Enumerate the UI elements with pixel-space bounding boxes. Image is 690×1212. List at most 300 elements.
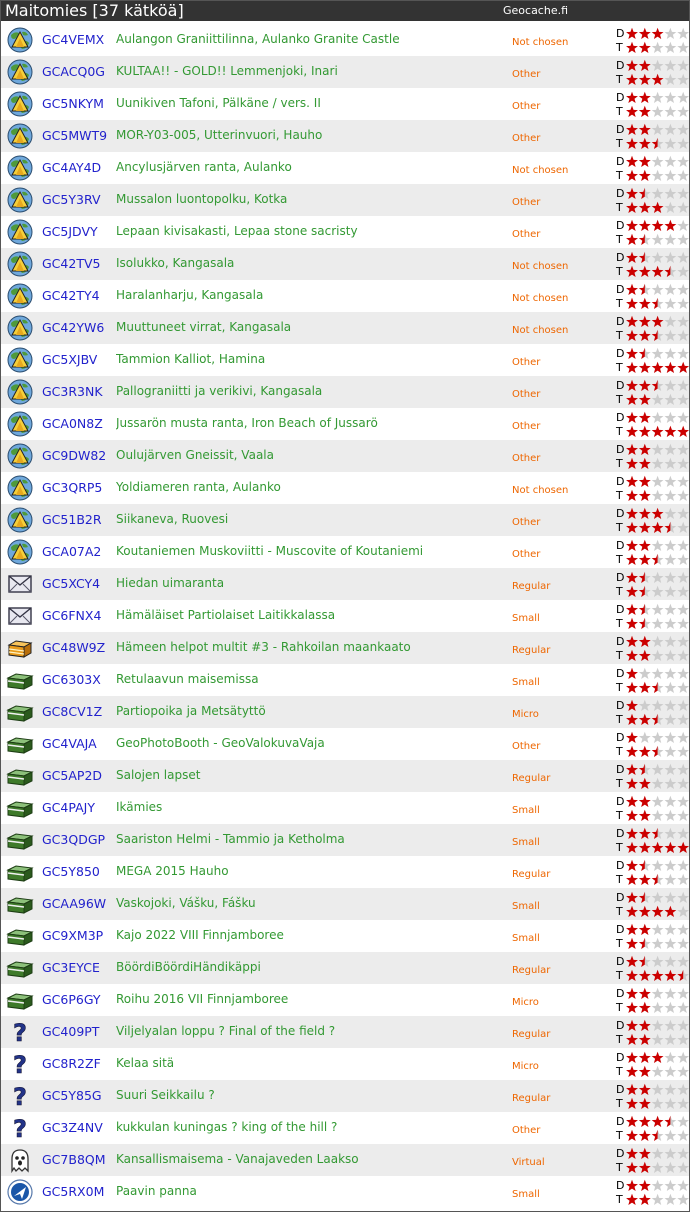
star-filled: [652, 970, 664, 981]
cache-name-link[interactable]: Ancylusjärven ranta, Aulanko: [116, 160, 292, 174]
cache-code-link[interactable]: GCA0N8Z: [42, 416, 103, 431]
cache-row[interactable]: [1, 568, 689, 600]
star-empty: [652, 1098, 664, 1109]
terrain-label: T: [616, 1129, 623, 1142]
star-empty: [665, 234, 677, 245]
cache-row[interactable]: [1, 920, 689, 952]
star-filled: [626, 1002, 638, 1013]
earthcache-icon: [6, 411, 34, 437]
star-filled: [639, 170, 651, 181]
terrain-stars: [626, 1001, 690, 1014]
star-filled: [626, 394, 638, 405]
terrain-rating: [616, 489, 690, 502]
cache-code-link[interactable]: GC5Y3RV: [42, 192, 101, 207]
cache-row[interactable]: [1, 152, 689, 184]
terrain-stars: [626, 1161, 690, 1174]
cache-row[interactable]: [1, 952, 689, 984]
star-empty: [665, 892, 677, 903]
difficulty-rating: [616, 155, 690, 168]
traditional-cache-icon: [6, 731, 34, 757]
terrain-label: T: [616, 137, 623, 150]
cache-size: Small: [512, 933, 540, 944]
star-empty: [677, 42, 689, 53]
star-empty: [677, 1162, 689, 1173]
cache-code-link[interactable]: GC42TY4: [42, 288, 100, 303]
star-filled: [639, 682, 651, 693]
cache-row[interactable]: [1, 728, 689, 760]
cache-name-link[interactable]: Saariston Helmi - Tammio ja Ketholma: [116, 832, 345, 846]
star-filled: [639, 1020, 651, 1031]
cache-code-link[interactable]: GC3QRP5: [42, 480, 103, 495]
difficulty-label: D: [616, 731, 625, 744]
star-filled: [639, 1148, 651, 1159]
star-empty: [652, 1194, 664, 1205]
star-empty: [677, 1116, 689, 1127]
cache-row[interactable]: [1, 24, 689, 56]
cache-row[interactable]: [1, 1176, 689, 1208]
star-empty: [665, 330, 677, 341]
star-empty: [677, 554, 689, 565]
cache-code-link[interactable]: GC51B2R: [42, 512, 102, 527]
star-empty: [665, 586, 677, 597]
cache-size: Small: [512, 901, 540, 912]
star-empty: [665, 956, 677, 967]
difficulty-rating: [616, 731, 690, 744]
star-filled: [626, 348, 638, 359]
star-filled: [626, 266, 638, 277]
cache-code-link[interactable]: GCA07A2: [42, 544, 102, 559]
star-filled: [639, 1066, 651, 1077]
difficulty-label: D: [616, 1115, 625, 1128]
star-filled: [639, 458, 651, 469]
cache-row[interactable]: [1, 1144, 689, 1176]
traditional-cache-icon: [6, 667, 34, 693]
star-filled: [639, 746, 651, 757]
cache-name-link[interactable]: Hämeen helpot multit #3 - Rahkoilan maankaato: [116, 640, 411, 654]
cache-row[interactable]: [1, 824, 689, 856]
difficulty-rating: [616, 1179, 690, 1192]
difficulty-rating: [616, 507, 690, 520]
cache-name-link[interactable]: Haralanharju, Kangasala: [116, 288, 264, 302]
cache-row[interactable]: [1, 216, 689, 248]
star-filled: [626, 1194, 638, 1205]
svg-text:?: ?: [13, 1115, 27, 1141]
terrain-rating: [616, 1033, 690, 1046]
star-empty: [677, 572, 689, 583]
star-empty: [677, 234, 689, 245]
cache-name-link[interactable]: MOR-Y03-005, Utterinvuori, Hauho: [116, 128, 323, 142]
star-empty: [665, 1020, 677, 1031]
cache-code-link[interactable]: GC4VAJA: [42, 736, 97, 751]
star-filled: [639, 810, 651, 821]
star-empty: [677, 298, 689, 309]
star-empty: [652, 778, 664, 789]
difficulty-stars: [626, 827, 690, 840]
star-empty: [677, 522, 689, 533]
star-empty: [677, 458, 689, 469]
star-empty: [677, 138, 689, 149]
cache-code-link[interactable]: GC3Z4NV: [42, 1120, 103, 1135]
star-empty: [652, 618, 664, 629]
star-empty: [677, 156, 689, 167]
star-empty: [677, 874, 689, 885]
star-empty: [652, 476, 664, 487]
cache-name-link[interactable]: Oulujärven Gneissit, Vaala: [116, 448, 274, 462]
star-empty: [665, 252, 677, 263]
star-empty: [677, 202, 689, 213]
cache-name-link[interactable]: Isolukko, Kangasala: [116, 256, 235, 270]
terrain-rating: [616, 905, 690, 918]
difficulty-stars: [626, 347, 690, 360]
cache-row[interactable]: [1, 120, 689, 152]
cache-row[interactable]: [1, 984, 689, 1016]
cache-code-link[interactable]: GC6FNX4: [42, 608, 102, 623]
difficulty-label: D: [616, 251, 625, 264]
cache-code-link[interactable]: GC42TV5: [42, 256, 101, 271]
mystery-cache-icon: [6, 1115, 34, 1141]
cache-size: Regular: [512, 1029, 551, 1040]
cache-row[interactable]: [1, 856, 689, 888]
cache-name-link[interactable]: Suuri Seikkailu ?: [116, 1088, 215, 1102]
cache-name-link[interactable]: Hiedan uimaranta: [116, 576, 225, 590]
terrain-stars: [626, 521, 690, 534]
terrain-stars: [626, 489, 690, 502]
cache-row[interactable]: [1, 88, 689, 120]
terrain-stars: [626, 873, 690, 886]
terrain-label: T: [616, 937, 623, 950]
cache-name-link[interactable]: Jussarön musta ranta, Iron Beach of Jussarö: [116, 416, 378, 430]
cache-row[interactable]: [1, 1048, 689, 1080]
star-filled: [665, 220, 677, 231]
star-empty: [652, 92, 664, 103]
star-filled: [626, 572, 638, 583]
cache-row[interactable]: [1, 600, 689, 632]
cache-size: Regular: [512, 965, 551, 976]
difficulty-label: D: [616, 987, 625, 1000]
star-empty: [665, 106, 677, 117]
star-empty: [665, 202, 677, 213]
terrain-label: T: [616, 745, 623, 758]
cache-name-link[interactable]: Mussalon luontopolku, Kotka: [116, 192, 288, 206]
svg-text:?: ?: [13, 1019, 27, 1045]
terrain-rating: [616, 1001, 690, 1014]
cache-size: Other: [512, 421, 541, 432]
terrain-stars: [626, 1065, 690, 1078]
cache-name-link[interactable]: Uunikiven Tafoni, Pälkäne / vers. II: [116, 96, 321, 110]
cache-row[interactable]: [1, 792, 689, 824]
terrain-label: T: [616, 905, 623, 918]
star-filled: [626, 1116, 638, 1127]
cache-row[interactable]: [1, 56, 689, 88]
star-filled: [677, 362, 689, 373]
cache-code-link[interactable]: GC5Y850: [42, 864, 100, 879]
star-empty: [677, 810, 689, 821]
cache-code-link[interactable]: GC3R3NK: [42, 384, 103, 399]
cache-row[interactable]: [1, 536, 689, 568]
cache-code-link[interactable]: GCAA96W: [42, 896, 107, 911]
terrain-stars: [626, 41, 690, 54]
cache-name-link[interactable]: KULTAA!! - GOLD!! Lemmenjoki, Inari: [116, 64, 338, 78]
cache-name-link[interactable]: MEGA 2015 Hauho: [116, 864, 229, 878]
cache-name-link[interactable]: Paavin panna: [116, 1184, 197, 1198]
terrain-rating: [616, 233, 690, 246]
cache-size: Not chosen: [512, 293, 569, 304]
star-empty: [652, 956, 664, 967]
cache-code-link[interactable]: GC4VEMX: [42, 32, 105, 47]
cache-name-link[interactable]: Retulaavun maisemissa: [116, 672, 259, 686]
cache-name-link[interactable]: Partiopoika ja Metsätyttö: [116, 704, 266, 718]
cache-code-link[interactable]: GC5JDVY: [42, 224, 98, 239]
difficulty-rating: [616, 251, 690, 264]
cache-name-link[interactable]: Roihu 2016 VII Finnjamboree: [116, 992, 289, 1006]
star-filled: [639, 1194, 651, 1205]
cache-name-link[interactable]: Salojen lapset: [116, 768, 201, 782]
cache-size: Other: [512, 69, 541, 80]
difficulty-rating: [616, 1083, 690, 1096]
cache-name-link[interactable]: Siikaneva, Ruovesi: [116, 512, 229, 526]
cache-row[interactable]: [1, 696, 689, 728]
terrain-label: T: [616, 425, 623, 438]
star-empty: [677, 188, 689, 199]
traditional-cache-icon: [6, 955, 34, 981]
cache-row[interactable]: [1, 888, 689, 920]
cache-row[interactable]: [1, 376, 689, 408]
star-empty: [665, 348, 677, 359]
cache-code-link[interactable]: GC5XCY4: [42, 576, 101, 591]
terrain-label: T: [616, 585, 623, 598]
star-empty: [652, 234, 664, 245]
cache-row[interactable]: [1, 504, 689, 536]
site-name[interactable]: Geocache.fi: [503, 4, 569, 17]
cache-name-link[interactable]: Aulangon Graniittilinna, Aulanko Granite Castle: [116, 32, 400, 46]
star-empty: [665, 1034, 677, 1045]
terrain-label: T: [616, 1065, 623, 1078]
cache-row[interactable]: [1, 440, 689, 472]
difficulty-stars: [626, 1051, 690, 1064]
cache-row[interactable]: [1, 664, 689, 696]
cache-row[interactable]: [1, 184, 689, 216]
difficulty-stars: [626, 987, 690, 1000]
terrain-rating: [616, 713, 690, 726]
star-filled: [626, 74, 638, 85]
terrain-rating: [616, 169, 690, 182]
cache-name-link[interactable]: Tammion Kalliot, Hamina: [116, 352, 266, 366]
star-filled: [639, 266, 651, 277]
terrain-rating: [616, 553, 690, 566]
cache-name-link[interactable]: Kelaa sitä: [116, 1056, 175, 1070]
star-filled: [639, 554, 651, 565]
cache-code-link[interactable]: GC5AP2D: [42, 768, 103, 783]
star-empty: [665, 458, 677, 469]
cache-code-link[interactable]: GC7B8QM: [42, 1152, 106, 1167]
star-empty: [677, 746, 689, 757]
cache-code-link[interactable]: GC42YW6: [42, 320, 105, 335]
terrain-label: T: [616, 1001, 623, 1014]
star-empty: [677, 1130, 689, 1141]
cache-name-link[interactable]: Ikämies: [116, 800, 163, 814]
terrain-label: T: [616, 361, 623, 374]
star-empty: [639, 732, 651, 743]
terrain-rating: [616, 1193, 690, 1206]
cache-size: Other: [512, 101, 541, 112]
cache-code-link[interactable]: GC9XM3P: [42, 928, 104, 943]
star-filled: [677, 426, 689, 437]
star-filled: [665, 970, 677, 981]
cache-code-link[interactable]: GC3EYCE: [42, 960, 100, 975]
star-filled: [652, 1052, 664, 1063]
star-empty: [665, 540, 677, 551]
cache-code-link[interactable]: GC4PAJY: [42, 800, 95, 815]
cache-code-link[interactable]: GC5Y85G: [42, 1088, 102, 1103]
star-empty: [665, 1052, 677, 1063]
cache-row[interactable]: [1, 1080, 689, 1112]
terrain-rating: [616, 937, 690, 950]
star-filled: [652, 266, 664, 277]
star-empty: [652, 170, 664, 181]
cache-name-link[interactable]: GeoPhotoBooth - GeoValokuvaVaja: [116, 736, 325, 750]
star-filled: [639, 28, 651, 39]
difficulty-label: D: [616, 1083, 625, 1096]
star-empty: [665, 42, 677, 53]
difficulty-stars: [626, 379, 690, 392]
star-empty: [677, 860, 689, 871]
star-empty: [677, 956, 689, 967]
cache-name-link[interactable]: Pallograniitti ja verikivi, Kangasala: [116, 384, 323, 398]
star-empty: [677, 1098, 689, 1109]
star-empty: [677, 106, 689, 117]
difficulty-rating: [616, 1115, 690, 1128]
cache-name-link[interactable]: BöördiBöördiHändikäppi: [116, 960, 261, 974]
mystery-cache-icon: [6, 1019, 34, 1045]
cache-name-link[interactable]: Muuttuneet virrat, Kangasala: [116, 320, 292, 334]
cache-code-link[interactable]: GC6P6GY: [42, 992, 101, 1007]
cache-row[interactable]: [1, 632, 689, 664]
star-filled: [652, 28, 664, 39]
star-empty: [677, 490, 689, 501]
list-title: Maitomies [37 kätköä]: [5, 1, 184, 20]
star-empty: [677, 1002, 689, 1013]
cache-code-link[interactable]: GC6303X: [42, 672, 101, 687]
difficulty-label: D: [616, 27, 625, 40]
star-empty: [652, 764, 664, 775]
cache-code-link[interactable]: GC48W9Z: [42, 640, 106, 655]
cache-code-link[interactable]: GC8R2ZF: [42, 1056, 101, 1071]
cache-name-link[interactable]: Koutaniemen Muskoviitti - Muscovite of Koutaniemi: [116, 544, 424, 558]
wherigo-cache-icon: [6, 1179, 34, 1205]
star-empty: [677, 412, 689, 423]
star-filled: [626, 668, 638, 679]
star-filled: [652, 74, 664, 85]
terrain-stars: [626, 713, 690, 726]
traditional-cache-icon: [6, 795, 34, 821]
star-empty: [652, 1020, 664, 1031]
star-filled: [639, 874, 651, 885]
cache-row[interactable]: [1, 280, 689, 312]
star-filled: [626, 330, 638, 341]
cache-row[interactable]: [1, 248, 689, 280]
cache-name-link[interactable]: Lepaan kivisakasti, Lepaa stone sacristy: [116, 224, 358, 238]
star-empty: [652, 1002, 664, 1013]
cache-row[interactable]: [1, 1016, 689, 1048]
terrain-stars: [626, 169, 690, 182]
star-empty: [652, 458, 664, 469]
star-empty: [665, 938, 677, 949]
star-empty: [665, 604, 677, 615]
star-filled: [626, 362, 638, 373]
earthcache-icon: [6, 27, 34, 53]
star-empty: [677, 508, 689, 519]
terrain-rating: [616, 585, 690, 598]
terrain-label: T: [616, 329, 623, 342]
difficulty-rating: [616, 539, 690, 552]
star-empty: [677, 778, 689, 789]
star-filled: [626, 970, 638, 981]
star-empty: [665, 618, 677, 629]
cache-code-link[interactable]: GC5RX0M: [42, 1184, 105, 1199]
star-empty: [652, 124, 664, 135]
cache-code-link[interactable]: GC8CV1Z: [42, 704, 103, 719]
star-filled: [639, 1084, 651, 1095]
cache-code-link[interactable]: GC3QDGP: [42, 832, 106, 847]
terrain-label: T: [616, 41, 623, 54]
cache-name-link[interactable]: Kansallismaisema - Vanajaveden Laakso: [116, 1152, 359, 1166]
cache-name-link[interactable]: Yoldiameren ranta, Aulanko: [116, 480, 281, 494]
star-filled: [639, 412, 651, 423]
cache-name-link[interactable]: kukkulan kuningas ? king of the hill ?: [116, 1120, 338, 1134]
cache-name-link[interactable]: Hämäläiset Partiolaiset Laitikkalassa: [116, 608, 336, 622]
cache-row[interactable]: [1, 1112, 689, 1144]
star-empty: [677, 394, 689, 405]
cache-row[interactable]: [1, 312, 689, 344]
difficulty-label: D: [616, 891, 625, 904]
cache-code-link[interactable]: GCACQ0G: [42, 64, 105, 79]
star-empty: [652, 284, 664, 295]
cache-row[interactable]: [1, 344, 689, 376]
star-filled: [639, 476, 651, 487]
cache-code-link[interactable]: GC5XJBV: [42, 352, 98, 367]
star-filled: [626, 60, 638, 71]
star-empty: [677, 60, 689, 71]
star-filled: [639, 522, 651, 533]
difficulty-stars: [626, 955, 690, 968]
star-empty: [677, 220, 689, 231]
cache-code-link[interactable]: GC9DW82: [42, 448, 107, 463]
cache-code-link[interactable]: GC409PT: [42, 1024, 100, 1039]
cache-code-link[interactable]: GC5NKYM: [42, 96, 104, 111]
cache-name-link[interactable]: Kajo 2022 VIII Finnjamboree: [116, 928, 284, 942]
cache-row[interactable]: [1, 472, 689, 504]
star-empty: [652, 892, 664, 903]
star-empty: [677, 682, 689, 693]
cache-code-link[interactable]: GC5MWT9: [42, 128, 108, 143]
cache-row[interactable]: [1, 408, 689, 440]
terrain-rating: [616, 1129, 690, 1142]
difficulty-stars: [626, 283, 690, 296]
star-empty: [665, 636, 677, 647]
cache-code-link[interactable]: GC4AY4D: [42, 160, 102, 175]
star-filled: [626, 586, 638, 597]
cache-name-link[interactable]: Vaskojoki, Vášku, Fášku: [116, 896, 256, 910]
star-empty: [677, 1148, 689, 1159]
cache-name-link[interactable]: Viljelyalan loppu ? Final of the field ?: [116, 1024, 336, 1038]
star-filled: [639, 924, 651, 935]
star-filled: [626, 746, 638, 757]
star-filled: [639, 42, 651, 53]
star-filled: [639, 106, 651, 117]
star-empty: [652, 572, 664, 583]
cache-row[interactable]: [1, 760, 689, 792]
difficulty-label: D: [616, 667, 625, 680]
